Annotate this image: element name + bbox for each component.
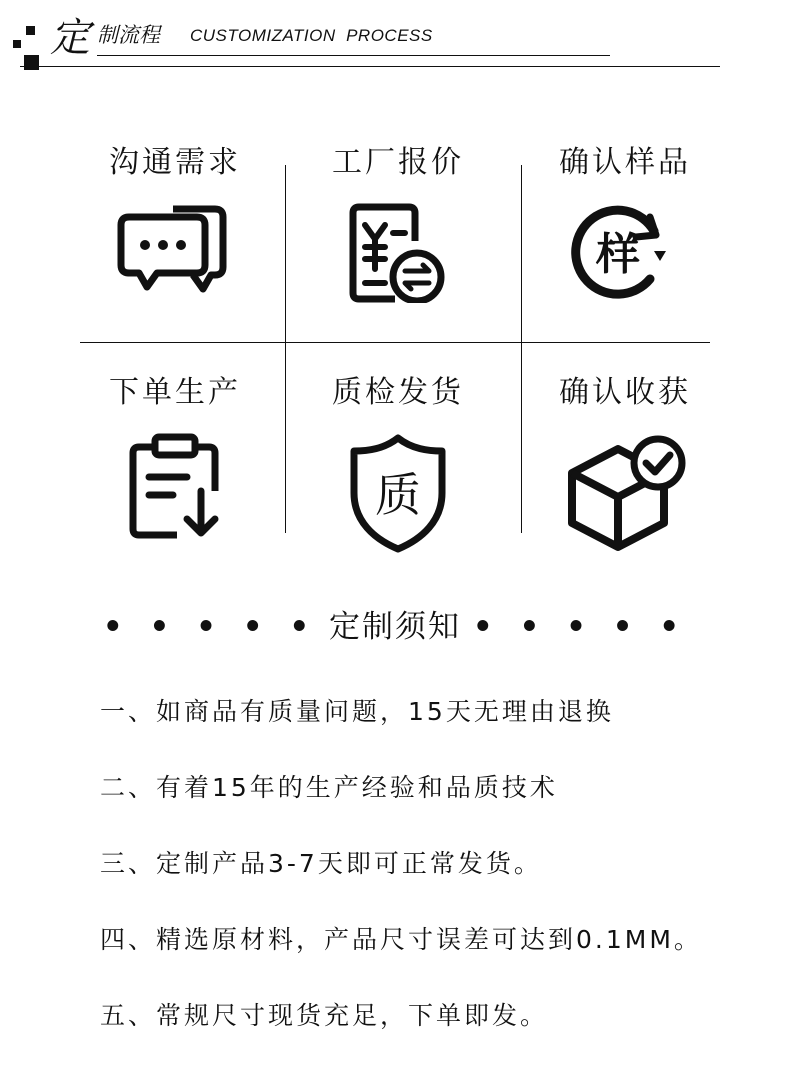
header-divider bbox=[20, 66, 720, 67]
yuan-invoice-exchange-icon bbox=[343, 203, 453, 303]
step-label: 工厂报价 bbox=[332, 145, 464, 180]
header-title-rest: 制流程 bbox=[97, 23, 160, 47]
chat-bubbles-icon bbox=[115, 203, 235, 303]
quality-shield-icon bbox=[348, 433, 448, 553]
step-label: 下单生产 bbox=[109, 375, 241, 410]
svg-text:样: 样 bbox=[596, 229, 640, 280]
decor-dots: • • • • • bbox=[472, 609, 688, 645]
step-label: 确认样品 bbox=[559, 145, 691, 180]
grid-divider bbox=[285, 165, 286, 533]
sample-refresh-icon bbox=[570, 203, 680, 303]
notes-title bbox=[0, 604, 790, 650]
process-step bbox=[75, 373, 275, 543]
note-item: 五、常规尺寸现货充足，下单即发。 bbox=[100, 1001, 549, 1030]
svg-text:质: 质 bbox=[375, 468, 421, 522]
decor-square bbox=[13, 40, 21, 48]
process-step bbox=[525, 143, 725, 303]
process-step bbox=[525, 373, 725, 553]
process-step bbox=[298, 143, 498, 303]
header-title-big: 定 bbox=[50, 15, 90, 61]
process-step bbox=[75, 143, 275, 303]
clipboard-download-icon bbox=[125, 433, 225, 543]
note-item: 一、如商品有质量问题，15天无理由退换 bbox=[100, 697, 614, 726]
note-item: 二、有着15年的生产经验和品质技术 bbox=[100, 773, 558, 802]
step-label: 确认收获 bbox=[559, 375, 691, 410]
header-title-english: CUSTOMIZATION PROCESS bbox=[190, 26, 433, 45]
grid-divider bbox=[80, 342, 710, 343]
decor-square bbox=[24, 55, 39, 70]
header-divider bbox=[97, 55, 610, 56]
step-label: 沟通需求 bbox=[109, 145, 241, 180]
note-item: 四、精选原材料，产品尺寸误差可达到0.1MM。 bbox=[100, 925, 702, 954]
step-label: 质检发货 bbox=[332, 375, 464, 410]
grid-divider bbox=[521, 165, 522, 533]
section-header bbox=[0, 0, 790, 80]
note-item: 三、定制产品3-7天即可正常发货。 bbox=[100, 849, 542, 878]
notes-heading: 定制须知 bbox=[329, 609, 461, 645]
process-step bbox=[298, 373, 498, 553]
decor-dots: • • • • • bbox=[102, 609, 318, 645]
decor-square bbox=[26, 26, 35, 35]
box-check-icon bbox=[560, 433, 690, 553]
